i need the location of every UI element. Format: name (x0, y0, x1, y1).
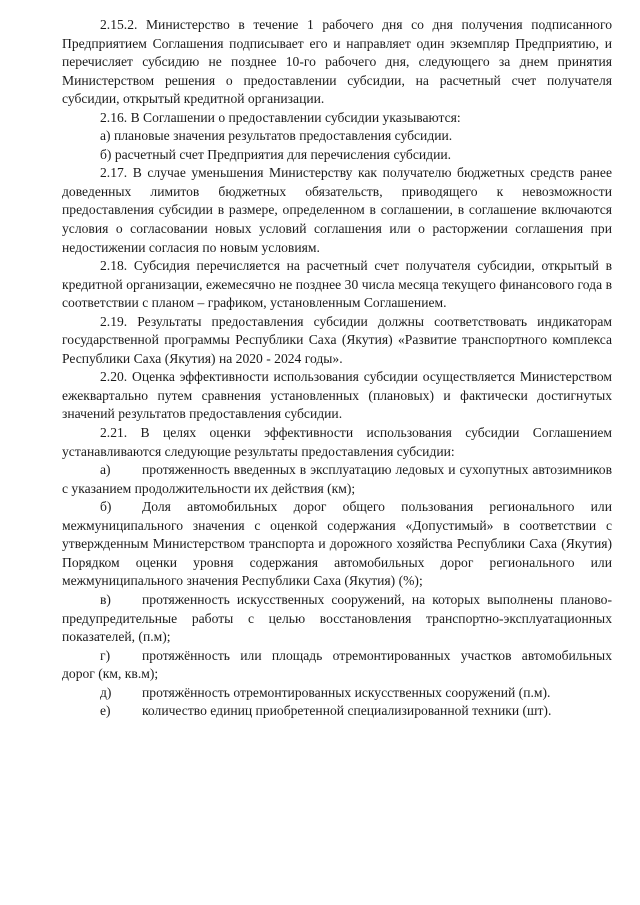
paragraph-2-17: 2.17. В случае уменьшения Министерству как получателю бюджетных средств ранее доведенных лимитов бюджетных обязательств, приводящего к невозможности предоставления субсидии в размере, определенном в соглашении, в соглашение включаются условия о согласовании новых условий соглашения или о расторжении соглашения при недостижении согласия по новым условиям. (62, 165, 612, 255)
document-page (62, 16, 612, 721)
paragraph-2-20: 2.20. Оценка эффективности использования субсидии осуществляется Министерством ежеквартально путем сравнения установленных (плановых) и фактически достигнутых значений результатов предоставления субсидии. (62, 369, 612, 422)
list-item-v (62, 591, 612, 647)
paragraph-2-16: 2.16. В Соглашении о предоставлении субсидии указываются: (100, 109, 461, 125)
list-item-marker: а) (100, 462, 111, 478)
list-item-marker: б) (100, 499, 112, 515)
list-item-b (62, 498, 612, 591)
list-item-e (62, 702, 612, 721)
list-item-text: Доля автомобильных дорог общего пользования регионального или межмуниципального значения с оценкой содержания «Допустимый» в соответствии с утвержденным Министерством транспорта и дорожного хозяйства Республики Саха (Якутия) Порядком оценки уровня содержания автомобильных дорог регионального или межмуниципального значения Республики Саха (Якутия) (%); (62, 499, 612, 589)
paragraph-2-18: 2.18. Субсидия перечисляется на расчетный счет получателя субсидии, открытый в кредитной организации, ежемесячно не позднее 30 числа месяца текущего финансового года в соответствии с планом – графиком, установленным Соглашением. (62, 258, 612, 311)
list-item-a (62, 461, 612, 498)
list-item-text: протяженность введенных в эксплуатацию ледовых и сухопутных автозимников с указанием продолжительности их действия (км); (62, 462, 612, 496)
paragraph-2-19: 2.19. Результаты предоставления субсидии должны соответствовать индикаторам государственной программы Республики Саха (Якутия) «Развитие транспортного комплекса Республики Саха (Якутия) на 2020 - 2024 годы». (62, 313, 612, 366)
paragraph-2-21: 2.21. В целях оценки эффективности использования субсидии Соглашением устанавливаются следующие результаты предоставления субсидии: (62, 425, 612, 459)
list-item-text: протяжённость отремонтированных искусственных сооружений (п.м). (142, 684, 551, 700)
paragraph-2-16-b: б) расчетный счет Предприятия для перечисления субсидии. (100, 146, 452, 162)
list-item-text: протяжённость или площадь отремонтированных участков автомобильных дорог (км, кв.м); (62, 647, 612, 682)
list-item-marker: г) (100, 647, 111, 663)
list-item-text: количество единиц приобретенной специализированной техники (шт). (142, 703, 552, 719)
list-item-text: протяженность искусственных сооружений, на которых выполнены планово-предупредительные работы с целью восстановления транспортно-эксплуатационных показателей, (п.м); (62, 591, 612, 645)
paragraph-2-15-2: 2.15.2. Министерство в течение 1 рабочего дня со дня получения подписанного Предприятием Соглашения подписывает его и направляет один экземпляр Предприятию, и перечисляет субсидию не позднее 10-го рабочего дня, следующего за днем принятия Министерством решения о предоставлении субсидии, на расчетный счет получателя субсидии, открытый кредитной организации. (62, 17, 612, 107)
paragraph-2-16-a: а) плановые значения результатов предоставления субсидии. (100, 128, 453, 144)
list-item-g (62, 647, 612, 684)
list-item-marker: в) (100, 591, 111, 607)
list-item-d (62, 684, 612, 703)
list-item-marker: д) (100, 684, 112, 700)
list-item-marker: е) (100, 703, 111, 719)
